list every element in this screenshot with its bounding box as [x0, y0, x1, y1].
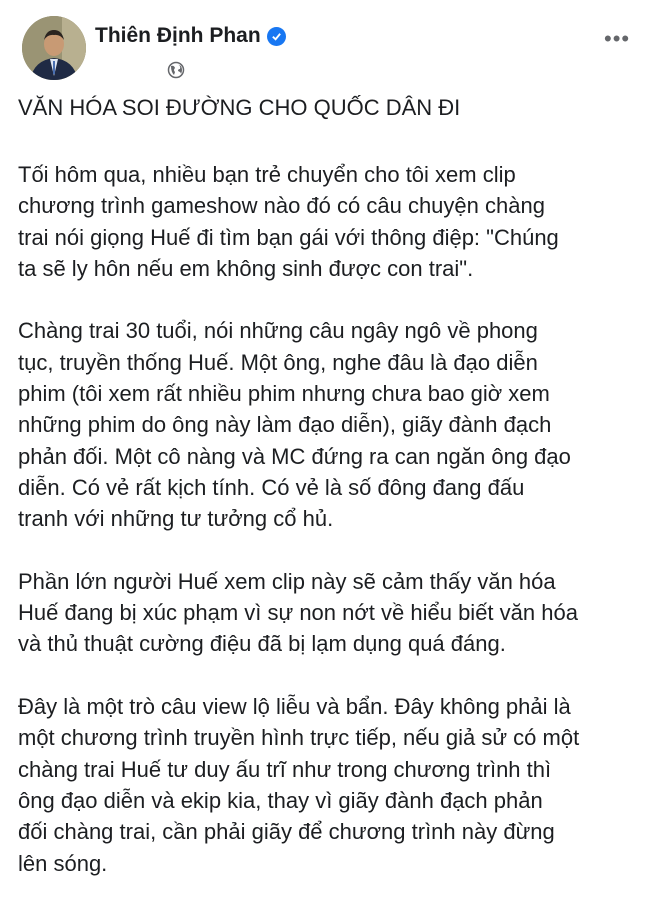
text-line: đối chàng trai, cần phải giãy để chương trình này đừng: [18, 819, 555, 845]
more-options-button[interactable]: •••: [604, 26, 631, 51]
paragraph: [18, 315, 579, 534]
avatar[interactable]: [22, 16, 86, 80]
text-line: Chàng trai 30 tuổi, nói những câu ngây ngô về phong: [18, 318, 538, 344]
post-title: VĂN HÓA SOI ĐƯỜNG CHO QUỐC DÂN ĐI: [18, 95, 461, 120]
verified-badge-icon: [267, 27, 286, 46]
text-line: chàng trai Huế tư duy ấu trĩ như trong chương trình thì: [18, 756, 552, 782]
text-line: Phần lớn người Huế xem clip này sẽ cảm thấy văn hóa: [18, 568, 556, 594]
author-name[interactable]: Thiên Định Phan: [95, 24, 261, 47]
text-line: những phim do ông này làm đạo diễn), giãy đành đạch: [18, 412, 552, 438]
text-line: phim (tôi xem rất nhiều phim nhưng chưa bao giờ xem: [18, 381, 550, 407]
text-line: một chương trình truyền hình trực tiếp, nếu giả sử có một: [18, 725, 580, 751]
post-header: [95, 24, 286, 48]
paragraph: [18, 159, 579, 284]
paragraph: [18, 691, 579, 879]
text-line: phản đối. Một cô nàng và MC đứng ra can ngăn ông đạo: [18, 443, 571, 469]
avatar-photo: [22, 16, 86, 80]
text-line: tranh với những tư tưởng cổ hủ.: [18, 506, 334, 532]
text-line: ông đạo diễn và ekip kia, thay vì giãy đành đạch phản: [18, 787, 543, 813]
post-body: [18, 159, 579, 910]
text-line: Đây là một trò câu view lộ liễu và bẩn. Đây không phải là: [18, 694, 571, 720]
globe-icon[interactable]: [167, 61, 185, 84]
text-line: trai nói giọng Huế đi tìm bạn gái với thông điệp: "Chúng: [18, 224, 559, 250]
text-line: ta sẽ ly hôn nếu em không sinh được con trai".: [18, 255, 474, 281]
paragraph: [18, 566, 579, 660]
text-line: chương trình gameshow nào đó có câu chuyện chàng: [18, 193, 545, 219]
text-line: Huế đang bị xúc phạm vì sự non nớt về hiểu biết văn hóa: [18, 600, 578, 626]
text-line: và thủ thuật cường điệu đã bị lạm dụng quá đáng.: [18, 631, 506, 657]
text-line: tục, truyền thống Huế. Một ông, nghe đâu là đạo diễn: [18, 349, 538, 375]
text-line: lên sóng.: [18, 850, 108, 876]
text-line: diễn. Có vẻ rất kịch tính. Có vẻ là số đông đang đấu: [18, 474, 525, 500]
text-line: Tối hôm qua, nhiều bạn trẻ chuyển cho tôi xem clip: [18, 162, 516, 187]
